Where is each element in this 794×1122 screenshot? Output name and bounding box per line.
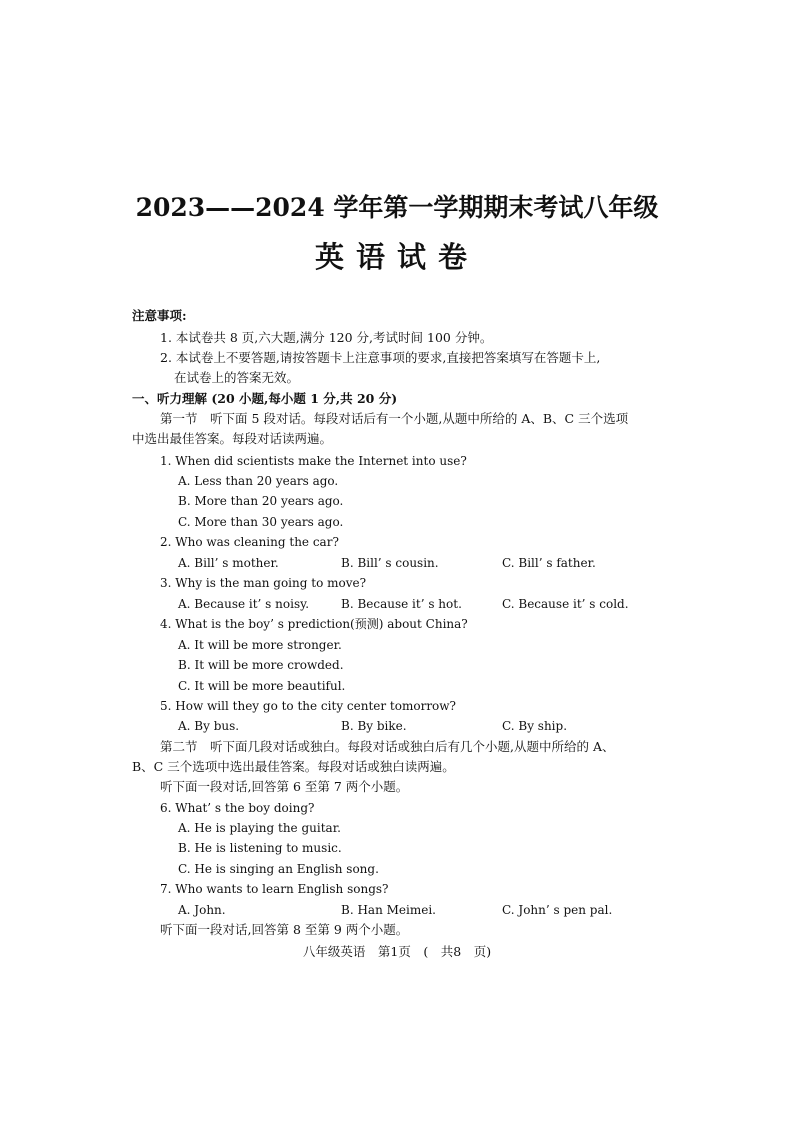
question-7-option-c: C. John’ s pen pal. [502, 903, 613, 917]
question-5-option-c: C. By ship. [502, 719, 568, 733]
listen-instruction-8-9: 听下面一段对话,回答第 8 至第 9 两个小题。 [160, 922, 409, 937]
question-1-option-a: A. Less than 20 years ago. [178, 474, 339, 488]
part2-intro-line2: B、C 三个选项中选出最佳答案。每段对话或独白读两遍。 [132, 759, 455, 774]
question-4-stem: 4. What is the boy’ s prediction(预测) about China? [160, 617, 468, 631]
question-3-stem: 3. Why is the man going to move? [160, 576, 367, 590]
exam-title: 2023——2024 学年第一学期期末考试八年级 [135, 193, 659, 222]
question-4-option-b: B. It will be more crowded. [178, 658, 344, 672]
question-1-stem: 1. When did scientists make the Internet into use? [160, 454, 467, 468]
question-3-option-b: B. Because it’ s hot. [341, 597, 462, 611]
question-4-option-c: C. It will be more beautiful. [178, 679, 346, 693]
question-6-option-b: B. He is listening to music. [178, 841, 342, 855]
question-2-option-a: A. Bill’ s mother. [178, 556, 279, 570]
question-7-option-b: B. Han Meimei. [341, 903, 436, 917]
question-2-option-c: C. Bill’ s father. [502, 556, 596, 570]
question-2-option-b: B. Bill’ s cousin. [341, 556, 439, 570]
note-item-2-cont: 在试卷上的答案无效。 [174, 370, 300, 385]
note-item-2: 2. 本试卷上不要答题,请按答题卡上注意事项的要求,直接把答案填写在答题卡上, [160, 350, 601, 365]
part2-intro-line1: 第二节 听下面几段对话或独白。每段对话或独白后有几个小题,从题中所给的 A、 [160, 739, 615, 754]
question-1-option-b: B. More than 20 years ago. [178, 494, 344, 508]
listen-instruction-6-7: 听下面一段对话,回答第 6 至第 7 两个小题。 [160, 779, 409, 794]
note-item-1: 1. 本试卷共 8 页,六大题,满分 120 分,考试时间 100 分钟。 [160, 330, 493, 345]
question-6-option-c: C. He is singing an English song. [178, 862, 379, 876]
question-6-stem: 6. What’ s the boy doing? [160, 801, 315, 815]
question-1-option-c: C. More than 30 years ago. [178, 515, 344, 529]
exam-subtitle: 英语试卷 [314, 240, 479, 274]
question-2-stem: 2. Who was cleaning the car? [160, 535, 339, 549]
question-4-option-a: A. It will be more stronger. [178, 638, 342, 652]
question-5-option-b: B. By bike. [341, 719, 407, 733]
part1-intro-line1: 第一节 听下面 5 段对话。每段对话后有一个小题,从题中所给的 A、B、C 三个选项 [160, 411, 629, 426]
page-footer: 八年级英语 第1页 ( 共8 页) [302, 944, 492, 959]
question-3-option-a: A. Because it’ s noisy. [178, 597, 310, 611]
question-3-option-c: C. Because it’ s cold. [502, 597, 629, 611]
question-6-option-a: A. He is playing the guitar. [178, 821, 341, 835]
question-5-option-a: A. By bus. [178, 719, 240, 733]
part1-intro-line2: 中选出最佳答案。每段对话读两遍。 [132, 431, 333, 446]
question-5-stem: 5. How will they go to the city center tomorrow? [160, 699, 456, 713]
notes-heading: 注意事项: [132, 308, 187, 323]
question-7-stem: 7. Who wants to learn English songs? [160, 882, 389, 896]
section1-heading: 一、听力理解 (20 小题,每小题 1 分,共 20 分) [132, 391, 398, 406]
question-7-option-a: A. John. [178, 903, 226, 917]
